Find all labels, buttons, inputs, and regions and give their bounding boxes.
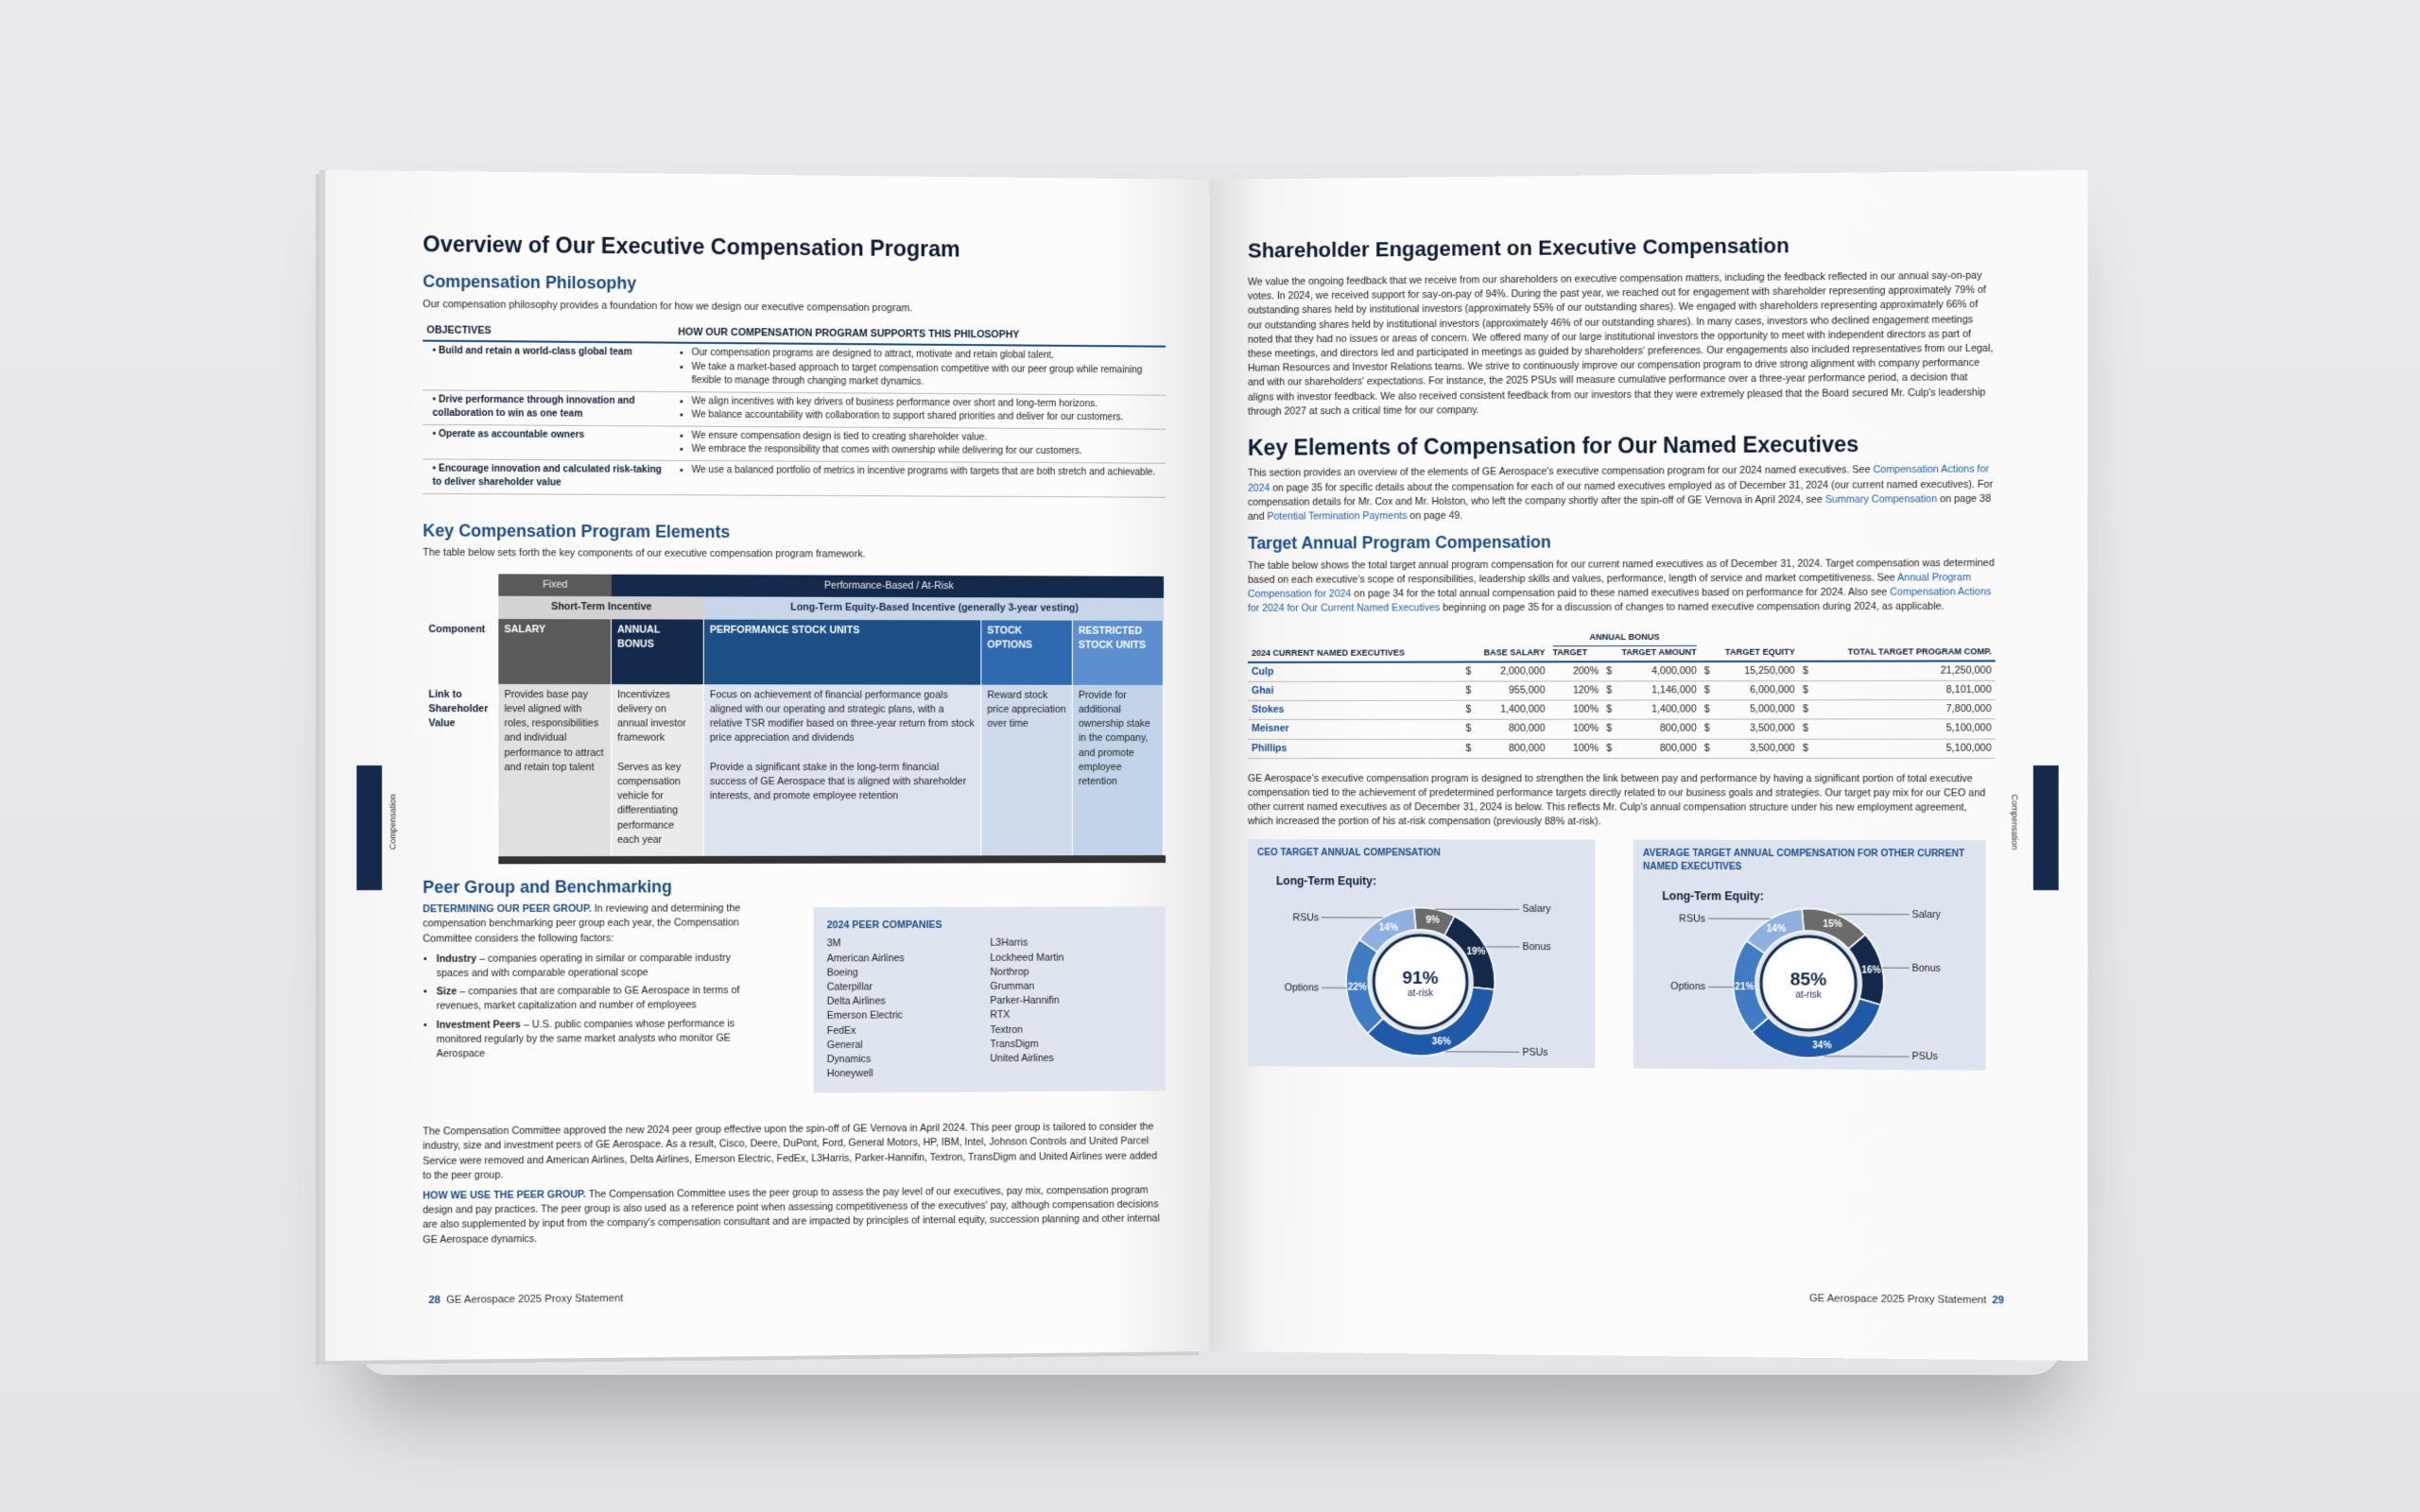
base-salary: 955,000 (1475, 681, 1548, 700)
peer-company: RTX (990, 1009, 1011, 1022)
slice-pct-label: 14% (1766, 922, 1787, 935)
lti-header: Long-Term Equity-Based Incentive (generally 3-year vesting) (704, 597, 1164, 621)
ceo-pay-mix-chart (1248, 839, 1595, 1068)
factor-text: – companies that are comparable to GE Aerospace in terms of revenues, market capitalization and number of employees (436, 985, 740, 1013)
objective-point: • We use a balanced portfolio of metrics in incentive programs with targets that are both stretch and achievable. (692, 464, 1162, 480)
right-page (1210, 170, 2088, 1361)
left-page (325, 170, 1208, 1361)
currency: $ (1701, 739, 1714, 758)
link-bonus: Incentivizes delivery on annual investor framework Serves as key compensation vehicle for differentiating performance each year (612, 684, 704, 856)
factor-term: Industry (436, 953, 477, 965)
objective-point: • We balance accountability with collaboration to support shared priorities and deliver for our customers. (692, 409, 1162, 426)
exec-name: Culp (1248, 662, 1461, 681)
currency: $ (1602, 700, 1616, 719)
footer-text: GE Aerospace 2025 Proxy Statement (1809, 1293, 1987, 1307)
component-salary: SALARY (498, 619, 612, 684)
slice-pct-label: 14% (1378, 921, 1398, 933)
col-name: 2024 CURRENT NAMED EXECUTIVES (1248, 629, 1461, 662)
target-amount-label: TARGET AMOUNT (1621, 646, 1697, 657)
center-label: at-risk (1795, 989, 1822, 1001)
chart-title: AVERAGE TARGET ANNUAL COMPENSATION FOR OTHER CURRENT NAMED EXECUTIVES (1643, 848, 1965, 873)
slice-pct-label: 36% (1431, 1036, 1451, 1047)
target-equity: 6,000,000 (1714, 680, 1799, 700)
how-label: HOW WE USE THE PEER GROUP. (423, 1189, 586, 1202)
determining-label: DETERMINING OUR PEER GROUP. (423, 902, 592, 916)
target-equity: 3,500,000 (1714, 739, 1799, 758)
col-base: BASE SALARY (1461, 629, 1548, 662)
factor-term: Investment Peers (436, 1018, 521, 1031)
link-options: Reward stock price appreciation over time (981, 684, 1073, 855)
objective-text: • Drive performance through innovation and collaboration to win as one team (423, 389, 674, 425)
category-label: RSUs (1679, 913, 1706, 924)
how-text: The Compensation Committee uses the peer group to assess the pay level of our executives, pay mix, compensation program design and pay practices. The peer group is also used as a reference point when assessing competitiveness of the executives' pay, although compensation decisions are also supplemented by input from the company's compensation consultant and are impacted by principles of internal equity, succession planning and other internal GE Aerospace dynamics. (423, 1184, 1160, 1246)
left-content (423, 229, 1166, 1253)
page-title: Overview of Our Executive Compensation Program (423, 231, 960, 262)
bonus-target-amount: 1,146,000 (1616, 681, 1700, 701)
link-comp-actions[interactable]: Compensation Actions for 2024 (1247, 463, 1990, 494)
slice-pct-label: 21% (1735, 981, 1754, 992)
objective-points (674, 391, 1166, 429)
page-number: 28 (428, 1294, 441, 1307)
executive-row (1248, 700, 1996, 720)
slice-pct-label: 34% (1812, 1040, 1832, 1052)
category-label: Salary (1911, 909, 1941, 920)
objective-text: • Build and retain a world-class global team (423, 341, 674, 392)
text: on page 38 and (1247, 492, 1992, 523)
category-label: PSUs (1911, 1051, 1939, 1063)
peer-company: FedEx (826, 1024, 856, 1037)
executive-row (1248, 719, 1996, 739)
key-elements-heading: Key Elements of Compensation for Our Named Executives (1247, 431, 1859, 460)
currency: $ (1799, 719, 1812, 738)
page-number: 29 (1992, 1294, 2005, 1307)
performance-header: Performance-Based / At-Risk (612, 575, 1164, 598)
link-psu: Focus on achievement of financial performance goals aligned with our operating and strategic plans, with a relative TSR modifier based on three-year return from stock price appreciation and dividends Provide a significant stake in the long-term financial success of GE Aerospace that is aligned with shareholder interests, and promote employee retention (704, 684, 982, 856)
target-comp-table (1248, 627, 1996, 758)
chart-subtitle: Long-Term Equity: (1275, 874, 1377, 888)
objective-point: • We embrace the responsibility that comes with ownership while delivering for our customers. (692, 443, 1162, 459)
text: on page 34 for the total annual compensation paid to these named executives based on performance for 2024. Also see (1351, 586, 1891, 600)
objectives-header: OBJECTIVES (423, 321, 674, 343)
tap-heading: Target Annual Program Compensation (1247, 532, 1551, 554)
total-target: 8,101,000 (1812, 680, 1996, 700)
peer-company: Caterpillar (826, 981, 873, 993)
bonus-target-pct: 100% (1548, 739, 1602, 758)
bonus-target-amount: 1,400,000 (1616, 700, 1700, 719)
exec-name: Meisner (1248, 720, 1461, 739)
currency: $ (1701, 681, 1714, 700)
component-bonus: ANNUAL BONUS (612, 619, 704, 684)
objective-point: • We take a market-based approach to target compensation competitive with our peer group while remaining flexible to manage through changing market dynamics. (692, 361, 1162, 392)
exec-name: Ghai (1248, 681, 1461, 701)
factor-list (423, 951, 761, 1061)
key-elements-heading: Key Compensation Program Elements (423, 520, 731, 541)
currency: $ (1461, 739, 1475, 758)
objective-point: • We align incentives with key drivers of business performance over short and long-term horizons. (692, 395, 1162, 412)
peer-company: L3Harris (990, 936, 1028, 950)
text: on page 35 for specific details about the compensation for each of our named executives employed as of December 31, 2024 (our current named executives). For compensation details for Mr. Cox and Mr. Holston, who left the company shortly after the spin-off of GE Vernova in April 2024, see (1247, 478, 1994, 508)
peer-column-b (990, 936, 1152, 1080)
peer-company: Textron (990, 1023, 1024, 1036)
slice-pct-label: 19% (1466, 946, 1486, 958)
total-target: 5,100,000 (1812, 739, 1996, 759)
factor-item (437, 951, 761, 981)
chart-title: CEO TARGET ANNUAL COMPENSATION (1256, 847, 1441, 859)
peer-company: TransDigm (990, 1038, 1039, 1051)
link-summary-comp[interactable]: Summary Compensation (1824, 493, 1938, 506)
link-rsu: Provide for additional ownership stake in the company, and promote employee retention (1073, 684, 1164, 854)
section-tab (2033, 765, 2059, 890)
key-components-table (423, 574, 1166, 856)
center-value: 91% (1402, 968, 1439, 988)
bonus-target-pct: 200% (1548, 662, 1602, 681)
category-label: Salary (1522, 903, 1551, 916)
factor-item (437, 1017, 761, 1062)
peer-approval-text: The Compensation Committee approved the new 2024 peer group effective upon the spin-off of GE Vernova in April 2024. This peer group is tailored to consider the industry, size and investment peers of GE Aerospace. As a result, Cisco, Deere, DuPont, Ford, General Motors, HP, IBM, Intel, Johnson Controls and United Parcel Service were removed and American Airlines, Delta Airlines, Emerson Electric, FedEx, L3Harris, Parker-Hannifin, Textron, TransDigm and United Airlines were added to the peer group. (423, 1121, 1158, 1182)
fixed-header: Fixed (498, 575, 612, 597)
currency: $ (1799, 700, 1812, 719)
component-options: STOCK OPTIONS (981, 620, 1073, 684)
engagement-text: We value the ongoing feedback that we receive from our shareholders on executive compensation matters, including the feedback reflected in our annual say-on-pay votes. In 2024, we received support for say-on-pay of 94%. During the past year, we reached out for engagement with shareholder representing approximately 79% of outstanding shares held by institutional investors (approximately 55% of our outstanding shares). We engaged with shareholders representing approximately 66% of our outstanding shares held by institutional investors (approximately 46% of our outstanding shares). In many cases, investors who declined engagement meetings noted that they had no issues or areas of concern. We offered many of our large institutional investors the opportunity to meet with independent directors as part of these meetings, and directors led and participated in meetings as guided by shareholders' preferences. Our engagements also included representatives from our Legal, Human Resources and Investor Relations teams. We strive to continuously improve our compensation program to drive strong alignment with company performance and with our shareholders' expectations. For instance, the 2025 PSUs will measure cumulative performance over a three-year performance period, a decision that aligns with investor feedback. We also received consistent feedback from our investors that they were extremely pleased that the Board secured Mr. Culp's leadership through 2027 at such a critical time for our company. (1247, 269, 1994, 418)
factor-term: Size (436, 986, 458, 998)
peer-company: General Dynamics (826, 1039, 872, 1066)
currency: $ (1602, 719, 1616, 738)
bonus-target-amount: 4,000,000 (1616, 662, 1700, 681)
section-tab-label: Compensation (388, 794, 398, 850)
peer-company: Emerson Electric (826, 1009, 903, 1022)
peer-heading: Peer Group and Benchmarking (423, 876, 672, 897)
peer-companies-box (814, 906, 1166, 1093)
philosophy-intro: Our compensation philosophy provides a foundation for how we design our executive compensation program. (423, 298, 913, 315)
key-elements-text (1248, 463, 1996, 524)
peer-company: American Airlines (826, 952, 905, 964)
annual-bonus-label: ANNUAL BONUS (1589, 631, 1660, 642)
bonus-target-amount: 800,000 (1616, 719, 1700, 738)
currency: $ (1461, 681, 1475, 700)
currency: $ (1799, 739, 1812, 758)
currency: $ (1602, 662, 1616, 681)
section-tab (356, 765, 382, 890)
currency: $ (1799, 661, 1812, 680)
executive-row (1248, 680, 1996, 700)
peer-determining (423, 902, 761, 1061)
tap-text (1248, 557, 1996, 617)
currency: $ (1602, 739, 1616, 758)
pay-mix-charts (1248, 839, 1996, 1080)
currency: $ (1602, 681, 1616, 700)
center-label: at-risk (1407, 988, 1434, 999)
peer-company: Delta Airlines (826, 995, 886, 1007)
donut-chart (1248, 839, 1595, 1068)
component-rsu: RESTRICTED STOCK UNITS (1073, 620, 1164, 684)
target-label: TARGET (1552, 646, 1588, 657)
slice-pct-label: 9% (1426, 914, 1440, 926)
link-comp-actions-current[interactable]: Compensation Actions for 2024 for Our Current Named Executives (1247, 586, 1992, 615)
col-annual-bonus (1548, 628, 1700, 662)
footer-text: GE Aerospace 2025 Proxy Statement (446, 1292, 624, 1306)
neo-pay-mix-chart (1634, 839, 1986, 1070)
objective-point: • We ensure compensation design is tied to creating shareholder value. (692, 429, 1162, 446)
base-salary: 1,400,000 (1475, 700, 1548, 719)
category-label: RSUs (1292, 912, 1320, 923)
text: beginning on page 35 for a discussion of changes to named executive compensation during 2024, as applicable. (1440, 600, 1945, 614)
base-salary: 800,000 (1475, 739, 1548, 758)
total-target: 5,100,000 (1812, 719, 1996, 739)
peer-company: Boeing (826, 967, 858, 979)
slice-pct-label: 16% (1861, 965, 1881, 976)
currency: $ (1701, 719, 1714, 738)
bonus-target-pct: 100% (1548, 700, 1602, 719)
total-target: 21,250,000 (1812, 661, 1996, 680)
engagement-heading: Shareholder Engagement on Executive Compensation (1247, 233, 1789, 263)
section-tab-label: Compensation (2010, 794, 2020, 850)
peer-company: Honeywell (826, 1068, 873, 1080)
bonus-target-pct: 100% (1548, 719, 1602, 738)
sti-header: Short-Term Incentive (498, 596, 704, 619)
base-salary: 2,000,000 (1475, 662, 1548, 681)
executive-row (1248, 739, 1996, 759)
key-elements-intro: The table below sets forth the key components of our executive compensation program framework. (423, 546, 866, 560)
chart-subtitle: Long-Term Equity: (1662, 888, 1764, 903)
center-value: 85% (1789, 969, 1827, 990)
objective-text: • Operate as accountable owners (423, 424, 674, 460)
how-header: HOW OUR COMPENSATION PROGRAM SUPPORTS THIS PHILOSOPHY (674, 323, 1166, 346)
executive-row (1248, 661, 1996, 681)
peer-section (423, 901, 1166, 1123)
objective-points (674, 460, 1166, 497)
col-equity: TARGET EQUITY (1701, 628, 1799, 662)
link-label: Link to Shareholder Value (423, 683, 498, 856)
currency: $ (1701, 700, 1714, 719)
link-annual-program[interactable]: Annual Program Compensation for 2024 (1247, 572, 1971, 600)
peer-column-a (827, 936, 991, 1082)
peer-company: Parker-Hannifin (990, 994, 1060, 1007)
slice-pct-label: 22% (1347, 981, 1368, 993)
donut-chart (1634, 839, 1986, 1070)
currency: $ (1461, 720, 1475, 739)
text: This section provides an overview of the elements of GE Aerospace's executive compensation program for our 2024 named executives. See (1247, 464, 1874, 480)
link-salary: Provides base pay level aligned with roles, responsibilities and individual performance to attract and retain top talent (498, 684, 612, 856)
exec-name: Stokes (1248, 700, 1461, 720)
col-total: TOTAL TARGET PROGRAM COMP. (1799, 627, 1996, 661)
factor-text: – U.S. public companies whose performance is monitored regularly by the same market analysts who monitor GE Aerospace (436, 1017, 735, 1060)
peer-company: 3M (826, 937, 841, 950)
text: on page 49. (1407, 509, 1463, 523)
target-equity: 3,500,000 (1714, 719, 1799, 738)
factor-item (437, 984, 761, 1014)
objective-point: • Our compensation programs are designed to attract, motivate and retain global talent. (692, 347, 1162, 364)
currency: $ (1461, 662, 1475, 681)
currency: $ (1461, 700, 1475, 719)
category-label: Options (1670, 981, 1706, 993)
determining-text: In reviewing and determining the compensation benchmarking peer group each year, the Compensation Committee considers the following factors: (423, 902, 741, 945)
right-footer (1809, 1293, 2010, 1306)
category-label: Bonus (1522, 941, 1551, 953)
table-bottom-bar (498, 855, 1166, 864)
left-footer (423, 1293, 623, 1306)
target-equity: 5,000,000 (1714, 700, 1799, 720)
currency: $ (1701, 662, 1714, 681)
objective-row (423, 459, 1166, 497)
total-target: 7,800,000 (1812, 700, 1996, 720)
right-content (1248, 229, 1996, 1079)
factor-text: – companies operating in similar or comparable industry spaces and with comparable operational scope (436, 952, 731, 980)
currency: $ (1799, 680, 1812, 699)
objectives-table (423, 321, 1166, 497)
peer-company: Lockheed Martin (990, 952, 1064, 964)
component-label: Component (423, 618, 498, 683)
philosophy-heading: Compensation Philosophy (423, 271, 637, 294)
bonus-target-pct: 120% (1548, 681, 1602, 700)
objective-points (674, 426, 1166, 463)
link-termination[interactable]: Potential Termination Payments (1267, 510, 1408, 523)
exec-name: Phillips (1248, 739, 1461, 758)
objective-points (674, 343, 1166, 395)
objective-text: • Encourage innovation and calculated risk-taking to deliver shareholder value (423, 459, 674, 495)
category-label: Bonus (1911, 962, 1942, 974)
pay-mix-text: GE Aerospace's executive compensation program is designed to strengthen the link between pay and performance by having a significant portion of total executive compensation tied to the achievement of predetermined performance targets directly related to our business goals and strategies. Our target pay mix for our CEO and other current named executives as of December 31, 2024 is below. This reflects Mr. Culp's annual compensation structure under his new employment agreement, which increased the portion of his at-risk compensation (previously 88% at-risk). (1247, 772, 1986, 828)
objective-row (423, 389, 1166, 428)
peer-company: United Airlines (990, 1052, 1054, 1065)
target-equity: 15,250,000 (1714, 661, 1799, 680)
peer-box-title: 2024 PEER COMPANIES (826, 919, 942, 932)
bonus-target-amount: 800,000 (1616, 739, 1700, 758)
category-label: PSUs (1522, 1046, 1548, 1058)
objective-row (423, 341, 1166, 395)
component-psu: PERFORMANCE STOCK UNITS (704, 619, 982, 684)
peer-company: Northrop Grumman (990, 966, 1035, 992)
category-label: Options (1284, 982, 1320, 993)
objective-row (423, 424, 1166, 463)
text: The table below shows the total target annual program compensation for our current named executives as of December 31, 2024. Target compensation was determined based on each executive's scope of responsibilities, leadership skills and values, performance, length of service and market competitiveness. See (1247, 557, 1995, 586)
base-salary: 800,000 (1475, 719, 1548, 738)
slice-pct-label: 15% (1823, 919, 1842, 930)
